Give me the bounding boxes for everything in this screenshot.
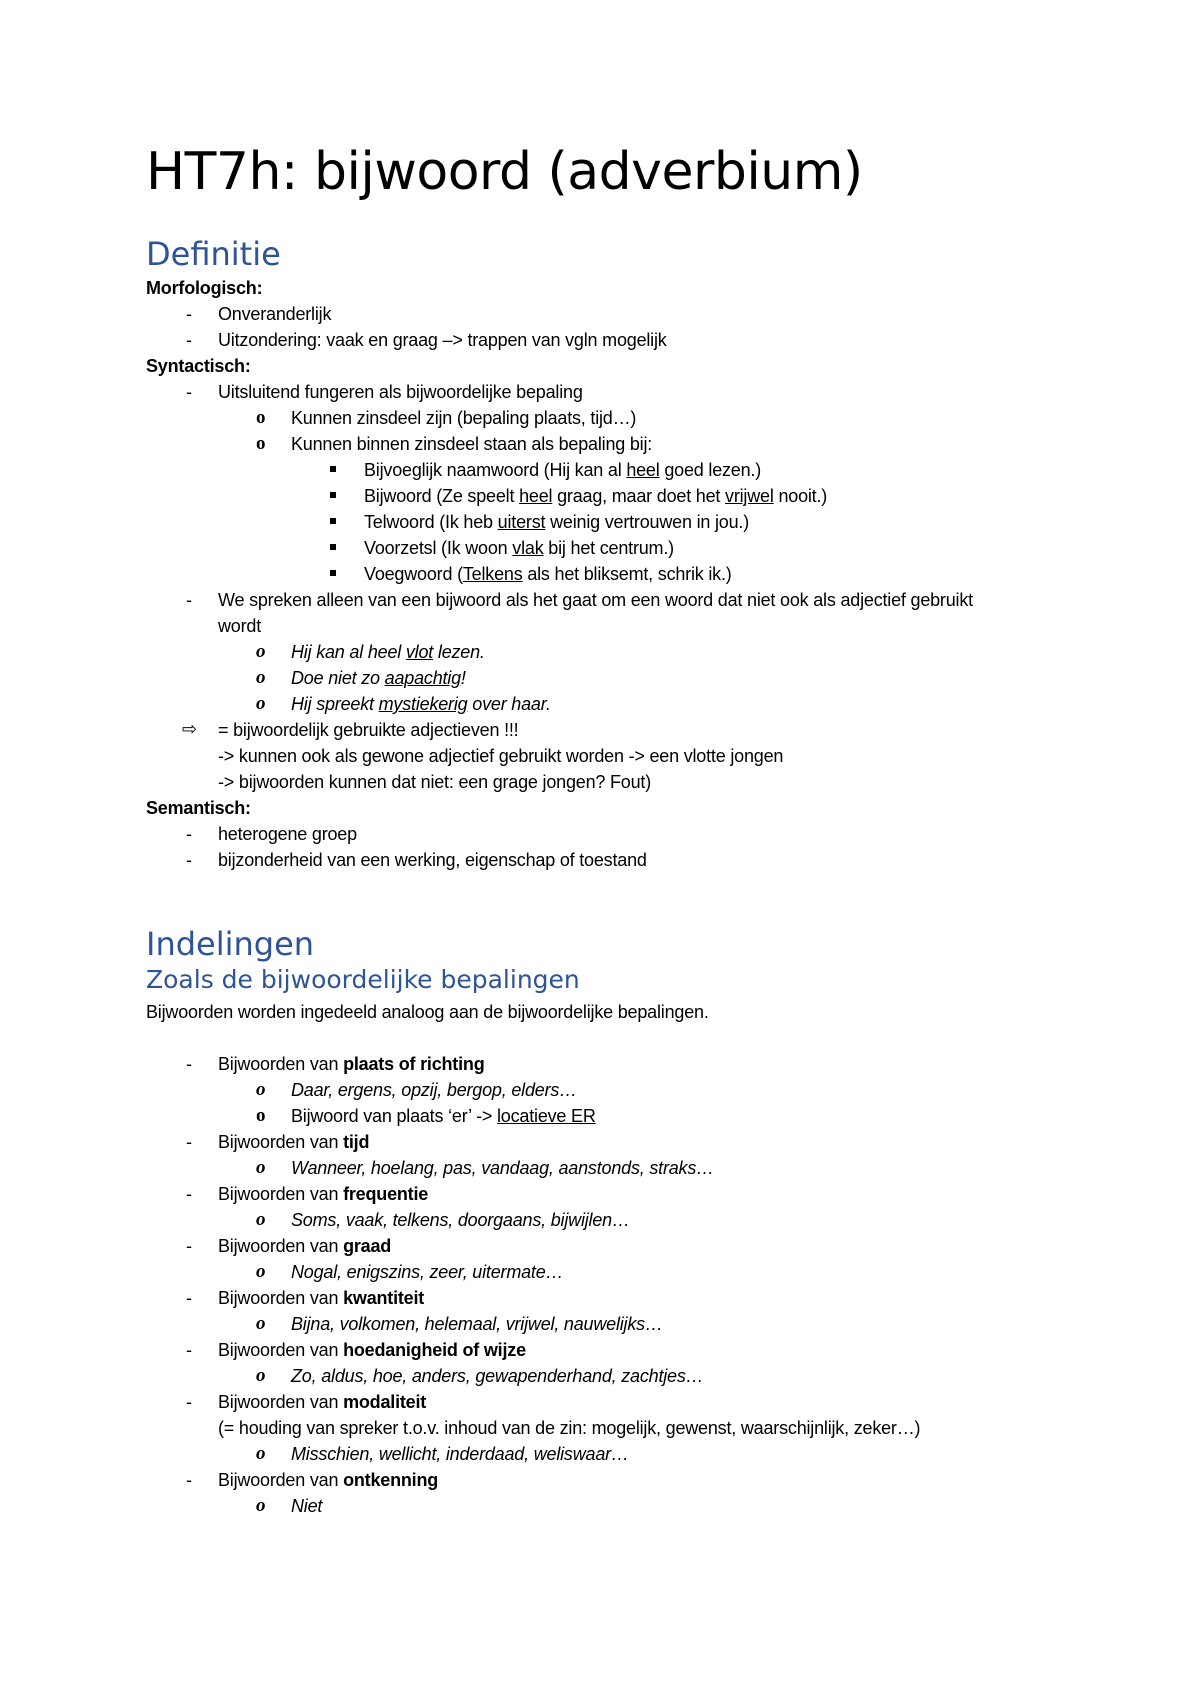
sub-locatieve-er: Bijwoord van plaats ‘er’ -> locatieve ER xyxy=(291,1106,596,1126)
examples-ontkenning: Niet xyxy=(291,1496,323,1516)
label-syntactisch: Syntactisch: xyxy=(146,356,251,376)
dash-marker: - xyxy=(186,304,192,324)
dash-marker: - xyxy=(186,590,192,610)
note-adjectieven: = bijwoordelijk gebruikte adjectieven !!! xyxy=(218,720,519,740)
bullet-bijwoord: Bijwoord (Ze speelt heel graag, maar doet het vrijwel nooit.) xyxy=(364,486,828,506)
label-semantisch: Semantisch: xyxy=(146,798,251,818)
heading-definitie: Definitie xyxy=(146,235,281,273)
arrow-right-icon: ⇨ xyxy=(182,719,198,740)
bullet-voorzetsel: Voorzetsl (Ik woon vlak bij het centrum.) xyxy=(364,538,674,558)
examples-wijze: Zo, aldus, hoe, anders, gewapenderhand, zachtjes… xyxy=(291,1366,704,1386)
examples-modaliteit: Misschien, wellicht, inderdaad, weliswaar… xyxy=(291,1444,629,1464)
bullet-bijvoeglijk: Bijvoeglijk naamwoord (Hij kan al heel goed lezen.) xyxy=(364,460,762,480)
circle-marker: o xyxy=(256,1495,266,1516)
category-frequentie: Bijwoorden van frequentie xyxy=(218,1184,429,1204)
circle-marker: o xyxy=(256,1261,266,1282)
square-bullet-icon xyxy=(330,492,336,498)
dash-marker: - xyxy=(186,1236,192,1256)
example-mystiekerig: Hij spreekt mystiekerig over haar. xyxy=(291,694,551,714)
examples-kwantiteit: Bijna, volkomen, helemaal, vrijwel, nauwelijks… xyxy=(291,1314,663,1334)
heading-indelingen: Indelingen xyxy=(146,925,315,963)
category-kwantiteit: Bijwoorden van kwantiteit xyxy=(218,1288,425,1308)
label-morfologisch: Morfologisch: xyxy=(146,278,263,298)
note-vlotte-jongen: -> kunnen ook als gewone adjectief gebruikt worden -> een vlotte jongen xyxy=(218,746,784,766)
circle-marker: o xyxy=(256,1105,266,1126)
dash-marker: - xyxy=(186,824,192,844)
semantisch-item-2: bijzonderheid van een werking, eigenschap of toestand xyxy=(218,850,647,870)
bullet-telwoord: Telwoord (Ik heb uiterst weinig vertrouwen in jou.) xyxy=(364,512,749,532)
example-aapachtig: Doe niet zo aapachtig! xyxy=(291,668,466,688)
bullet-voegwoord: Voegwoord (Telkens als het bliksemt, schrik ik.) xyxy=(364,564,732,584)
semantisch-item-1: heterogene groep xyxy=(218,824,357,844)
circle-marker: o xyxy=(256,1157,266,1178)
category-tijd: Bijwoorden van tijd xyxy=(218,1132,370,1152)
circle-marker: o xyxy=(256,433,266,454)
example-vlot: Hij kan al heel vlot lezen. xyxy=(291,642,485,662)
morfologisch-item-1: Onveranderlijk xyxy=(218,304,332,324)
dash-marker: - xyxy=(186,1054,192,1074)
note-grage-jongen: -> bijwoorden kunnen dat niet: een grage jongen? Fout) xyxy=(218,772,652,792)
circle-marker: o xyxy=(256,1313,266,1334)
dash-marker: - xyxy=(186,330,192,350)
square-bullet-icon xyxy=(330,466,336,472)
category-graad: Bijwoorden van graad xyxy=(218,1236,392,1256)
note-modaliteit: (= houding van spreker t.o.v. inhoud van de zin: mogelijk, gewenst, waarschijnlijk, zeker…) xyxy=(218,1418,921,1438)
circle-marker: o xyxy=(256,407,266,428)
subheading-bepalingen: Zoals de bijwoordelijke bepalingen xyxy=(146,965,580,994)
category-plaats: Bijwoorden van plaats of richting xyxy=(218,1054,485,1074)
syntactisch-sub-1: Kunnen zinsdeel zijn (bepaling plaats, tijd…) xyxy=(291,408,637,428)
square-bullet-icon xyxy=(330,570,336,576)
examples-graad: Nogal, enigszins, zeer, uitermate… xyxy=(291,1262,564,1282)
morfologisch-item-2: Uitzondering: vaak en graag –> trappen van vgln mogelijk xyxy=(218,330,667,350)
examples-frequentie: Soms, vaak, telkens, doorgaans, bijwijlen… xyxy=(291,1210,630,1230)
examples-tijd: Wanneer, hoelang, pas, vandaag, aanstonds, straks… xyxy=(291,1158,714,1178)
category-wijze: Bijwoorden van hoedanigheid of wijze xyxy=(218,1340,526,1360)
circle-marker: o xyxy=(256,641,266,662)
square-bullet-icon xyxy=(330,544,336,550)
category-ontkenning: Bijwoorden van ontkenning xyxy=(218,1470,439,1490)
dash-marker: - xyxy=(186,1288,192,1308)
indelingen-intro: Bijwoorden worden ingedeeld analoog aan de bijwoordelijke bepalingen. xyxy=(146,1002,709,1022)
circle-marker: o xyxy=(256,667,266,688)
circle-marker: o xyxy=(256,693,266,714)
category-modaliteit: Bijwoorden van modaliteit xyxy=(218,1392,427,1412)
circle-marker: o xyxy=(256,1443,266,1464)
syntactisch-item-1: Uitsluitend fungeren als bijwoordelijke bepaling xyxy=(218,382,583,402)
circle-marker: o xyxy=(256,1079,266,1100)
dash-marker: - xyxy=(186,1184,192,1204)
syntactisch-item-2-line-2: wordt xyxy=(218,616,262,636)
dash-marker: - xyxy=(186,1470,192,1490)
square-bullet-icon xyxy=(330,518,336,524)
dash-marker: - xyxy=(186,1392,192,1412)
dash-marker: - xyxy=(186,1340,192,1360)
syntactisch-sub-2: Kunnen binnen zinsdeel staan als bepaling bij: xyxy=(291,434,653,454)
dash-marker: - xyxy=(186,850,192,870)
circle-marker: o xyxy=(256,1209,266,1230)
syntactisch-item-2-line-1: We spreken alleen van een bijwoord als het gaat om een woord dat niet ook als adjectief gebruikt xyxy=(218,590,973,610)
circle-marker: o xyxy=(256,1365,266,1386)
examples-plaats: Daar, ergens, opzij, bergop, elders… xyxy=(291,1080,577,1100)
dash-marker: - xyxy=(186,1132,192,1152)
dash-marker: - xyxy=(186,382,192,402)
document-title: HT7h: bijwoord (adverbium) xyxy=(146,142,863,202)
